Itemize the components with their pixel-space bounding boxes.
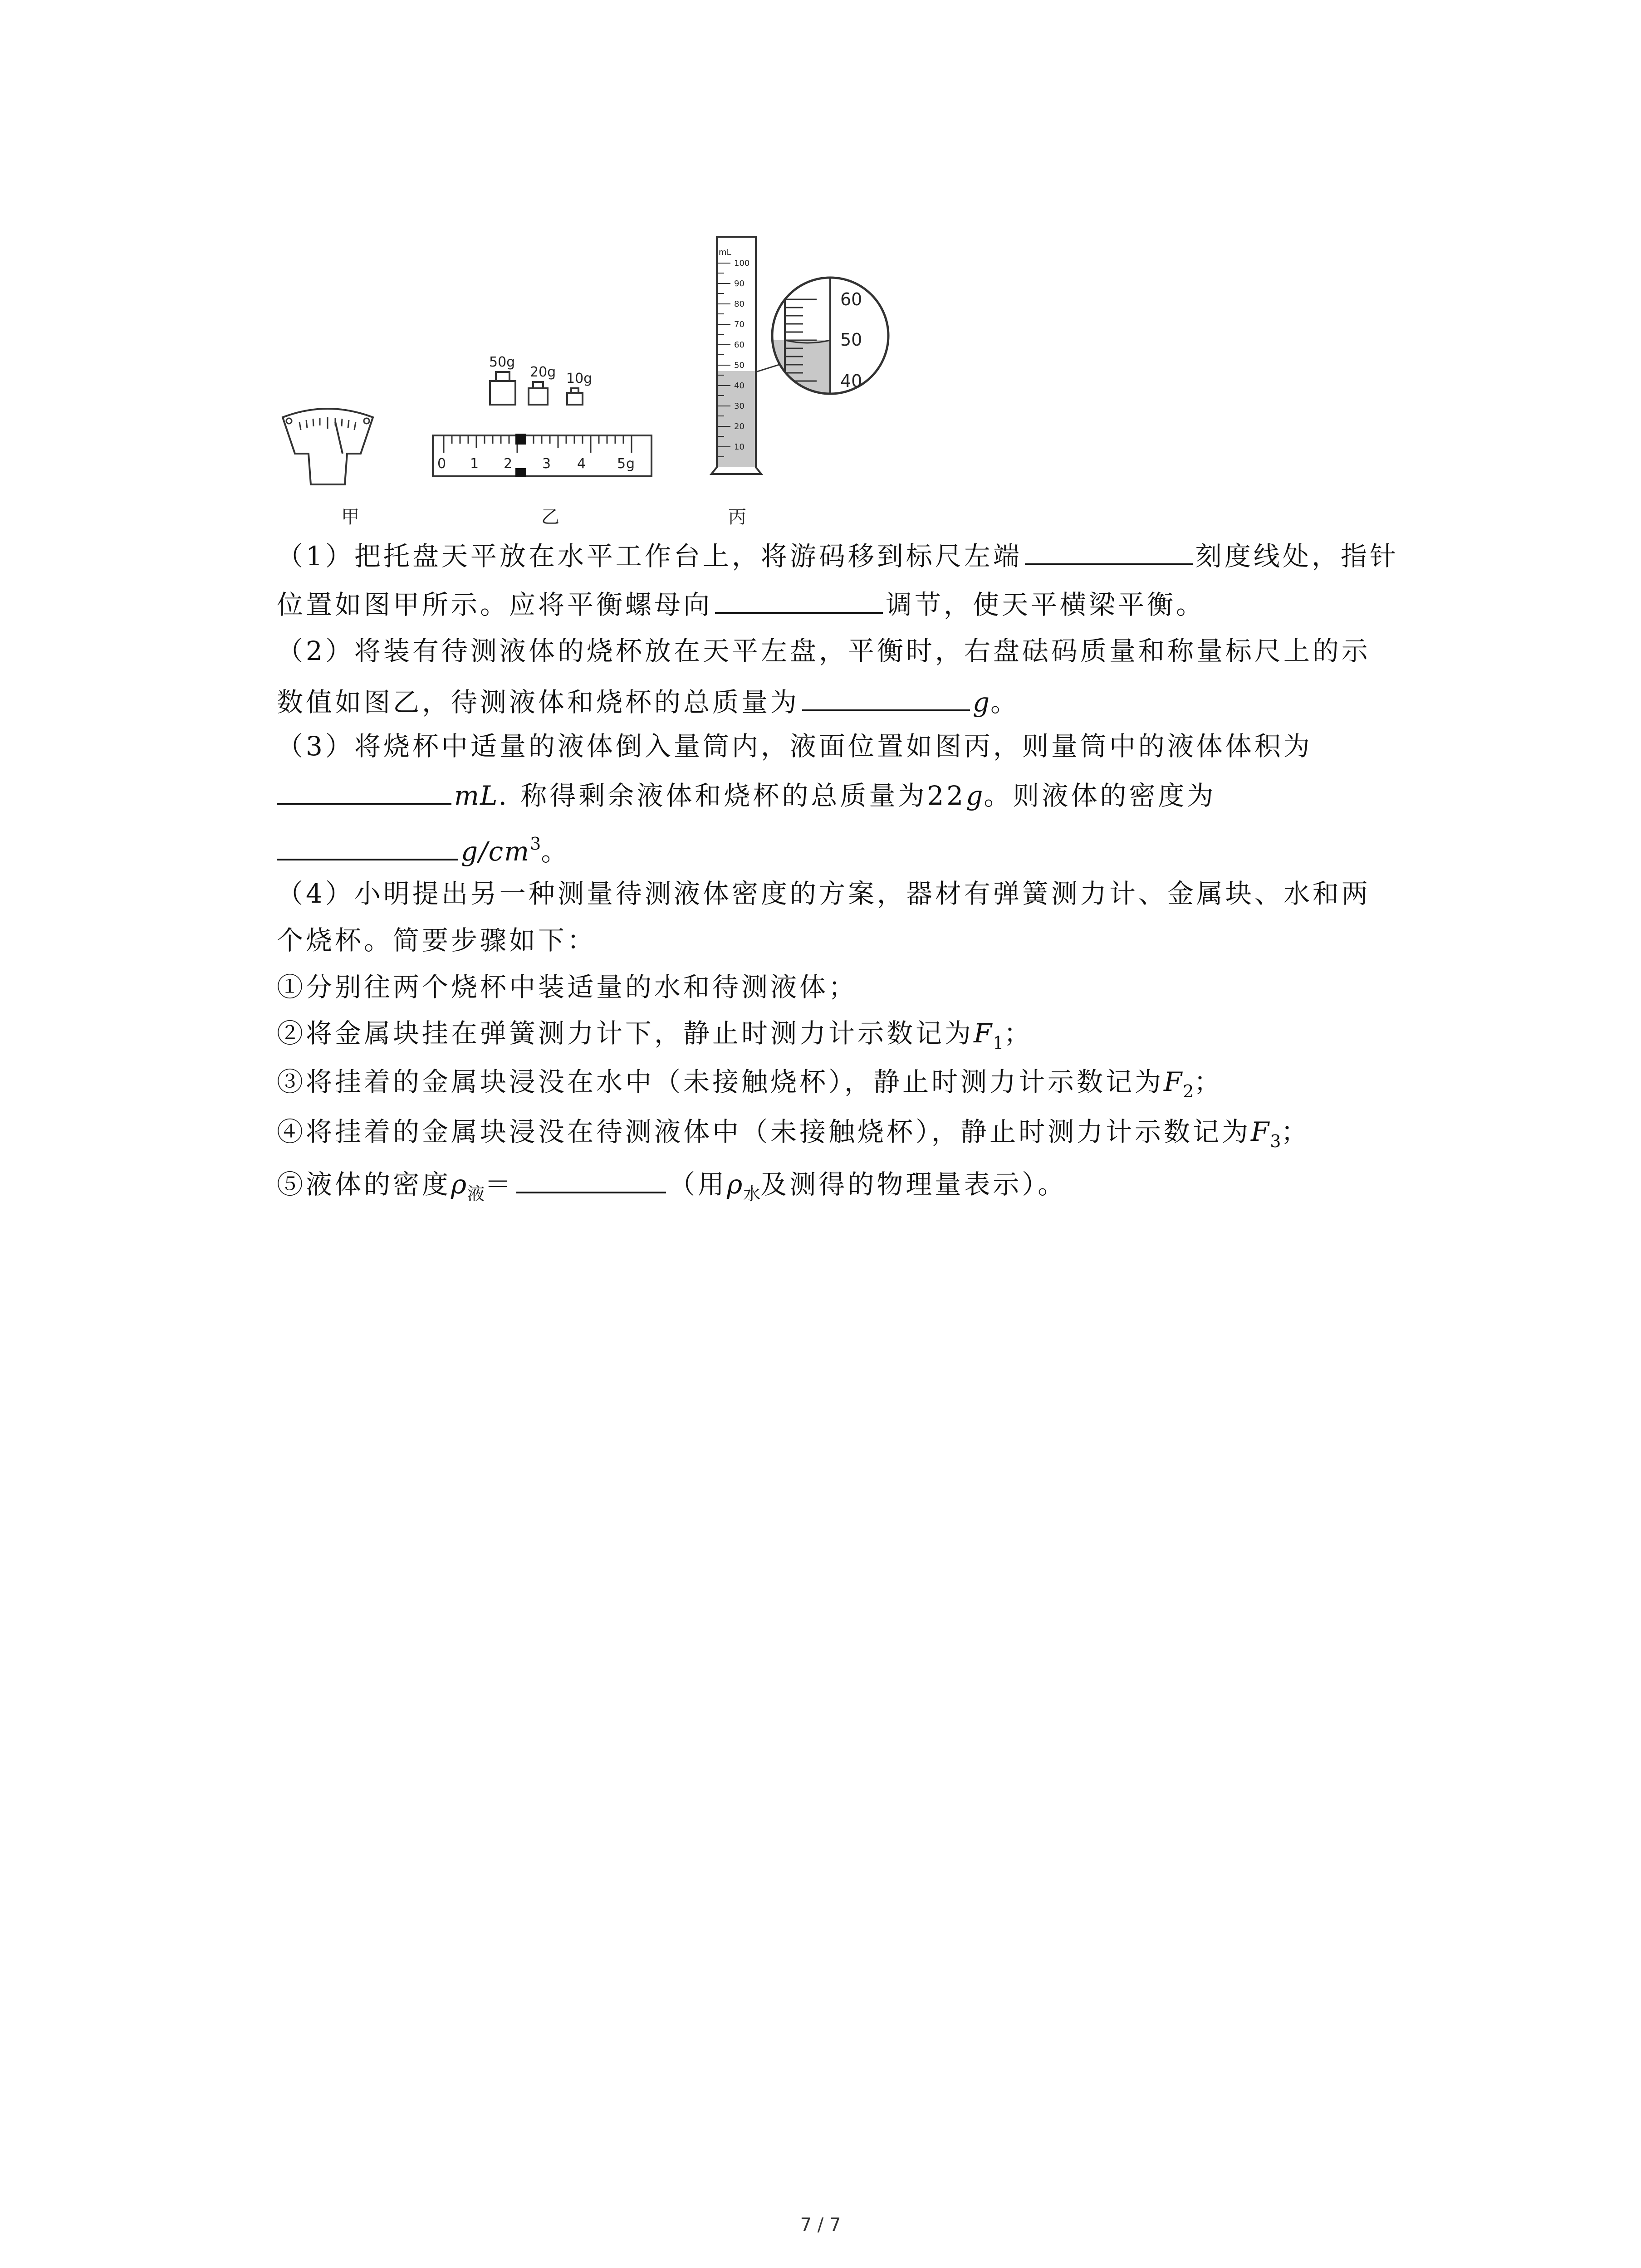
zoom-tick-60: 60 (840, 289, 862, 309)
q3-unit-ml: mL (454, 780, 499, 811)
q4-text-b: 个烧杯。简要步骤如下： (277, 925, 597, 956)
figure-label-yi: 乙 (541, 507, 559, 528)
q3-unit-sup: 3 (530, 834, 541, 854)
q4-step-1 (277, 969, 857, 1005)
q4-step-5-rho2-sub: 水 (743, 1184, 761, 1204)
q2-end: 。 (990, 687, 1020, 718)
q4-step-5-rho: ρ (451, 1169, 468, 1200)
q4-step-2 (277, 1015, 1033, 1061)
q4-step-3-var: F (1164, 1066, 1183, 1097)
weight-label-10g: 10g (566, 371, 593, 386)
q3-text-b: . 称得剩余液体和烧杯的总质量为 (498, 780, 927, 811)
cylinder-tick-40: 40 (734, 381, 745, 391)
q1-text-c: 位置如图甲所示。应将平衡螺母向 (277, 589, 713, 620)
q4-step-3 (277, 1064, 1223, 1110)
figure-bing-cylinder (708, 231, 898, 485)
cylinder-tick-90: 90 (734, 279, 745, 288)
q4-step-5-text-b: （用 (669, 1169, 727, 1200)
q4-step-5-text-c: 及测得的物理量表示）。 (760, 1169, 1067, 1200)
q2-unit: g (973, 687, 991, 718)
q3-end: 。 (541, 836, 570, 867)
q1-line-2 (277, 584, 1205, 623)
q4-step-3-text: ③将挂着的金属块浸没在水中（未接触烧杯），静止时测力计示数记为 (277, 1066, 1164, 1097)
q4-line-2 (277, 922, 596, 958)
cylinder-tick-50: 50 (734, 361, 745, 370)
q2-line-2 (277, 681, 1019, 720)
q4-step-5-text: ⑤液体的密度 (277, 1169, 451, 1200)
q4-step-3-end: ； (1194, 1066, 1223, 1097)
q4-step-5-rho-sub: 液 (467, 1184, 485, 1204)
cylinder-tick-70: 70 (734, 320, 745, 329)
ruler-unit: g (626, 456, 635, 472)
q4-step-4-sub: 3 (1270, 1131, 1281, 1151)
figure-jia-balance-dial (279, 404, 377, 490)
q4-step-1-text: ①分别往两个烧杯中装适量的水和待测液体； (277, 972, 858, 1002)
ruler-tick-2: 2 (504, 456, 513, 472)
q3-line-3 (277, 826, 570, 870)
q1-text-d: 调节，使天平横梁平衡。 (886, 589, 1205, 620)
ruler-tick-3: 3 (542, 456, 551, 472)
q4-step-4 (277, 1114, 1310, 1159)
ruler-tick-4: 4 (577, 456, 586, 472)
q2-blank[interactable] (802, 681, 970, 711)
q4-step-5 (277, 1163, 1067, 1212)
q3-unit-gcm: g/cm (461, 836, 530, 867)
q4-step-4-text: ④将挂着的金属块浸没在待测液体中（未接触烧杯），静止时测力计示数记为 (277, 1116, 1251, 1147)
figure-yi-weights-ruler (431, 349, 653, 481)
page-number: 7 / 7 (800, 2214, 841, 2235)
q4-step-4-end: ； (1281, 1116, 1310, 1147)
cylinder-tick-100: 100 (734, 259, 750, 268)
cylinder-tick-10: 10 (734, 442, 745, 452)
q4-step-2-sub: 1 (993, 1033, 1004, 1053)
q4-line-1 (277, 875, 1371, 912)
cylinder-tick-20: 20 (734, 422, 745, 431)
zoom-tick-40: 40 (840, 371, 862, 391)
ruler-tick-5: 5 (617, 456, 626, 472)
q3-line-1 (277, 728, 1313, 764)
q2-text-a: （2）将装有待测液体的烧杯放在天平左盘，平衡时，右盘砝码质量和称量标尺上的示 (277, 635, 1371, 666)
figure-label-jia: 甲 (341, 507, 359, 528)
q3-blank-volume[interactable] (277, 775, 451, 805)
q3-text-a: （3）将烧杯中适量的液体倒入量筒内，液面位置如图丙，则量筒中的液体体积为 (277, 731, 1313, 762)
q4-step-4-var: F (1251, 1116, 1270, 1147)
q4-step-2-end: ； (1004, 1018, 1033, 1049)
q1-blank-1[interactable] (1025, 535, 1193, 565)
q3-num: 22 (927, 780, 966, 811)
q2-line-1 (277, 633, 1371, 669)
q4-step-2-text: ②将金属块挂在弹簧测力计下，静止时测力计示数记为 (277, 1018, 974, 1049)
cylinder-tick-30: 30 (734, 401, 745, 411)
q1-line-1 (277, 535, 1399, 574)
q4-step-5-rho2: ρ (727, 1169, 744, 1200)
q4-step-3-sub: 2 (1183, 1081, 1194, 1101)
q1-blank-2[interactable] (715, 584, 883, 614)
q3-unit-g: g (966, 780, 984, 811)
q2-text-b: 数值如图乙，待测液体和烧杯的总质量为 (277, 687, 800, 718)
ruler-tick-1: 1 (470, 456, 479, 472)
q4-step-5-eq: ＝ (485, 1169, 514, 1200)
q3-blank-density[interactable] (277, 831, 458, 860)
q3-line-2 (277, 775, 1216, 814)
ruler-tick-0: 0 (437, 456, 446, 472)
figure-label-bing: 丙 (728, 507, 746, 528)
q4-step-2-var: F (974, 1018, 993, 1049)
cylinder-tick-80: 80 (734, 299, 745, 309)
q3-text-c: 。则液体的密度为 (984, 780, 1216, 811)
q1-text-a: （1）把托盘天平放在水平工作台上，将游码移到标尺左端 (277, 541, 1022, 572)
weight-label-20g: 20g (530, 364, 556, 380)
weight-label-50g: 50g (489, 354, 515, 370)
q1-text-b: 刻度线处，指针 (1195, 541, 1399, 572)
cylinder-unit: mL (719, 248, 731, 257)
q4-text-a: （4）小明提出另一种测量待测液体密度的方案，器材有弹簧测力计、金属块、水和两 (277, 878, 1371, 909)
q4-blank-density[interactable] (516, 1163, 666, 1193)
zoom-tick-50: 50 (840, 330, 862, 350)
cylinder-tick-60: 60 (734, 340, 745, 350)
